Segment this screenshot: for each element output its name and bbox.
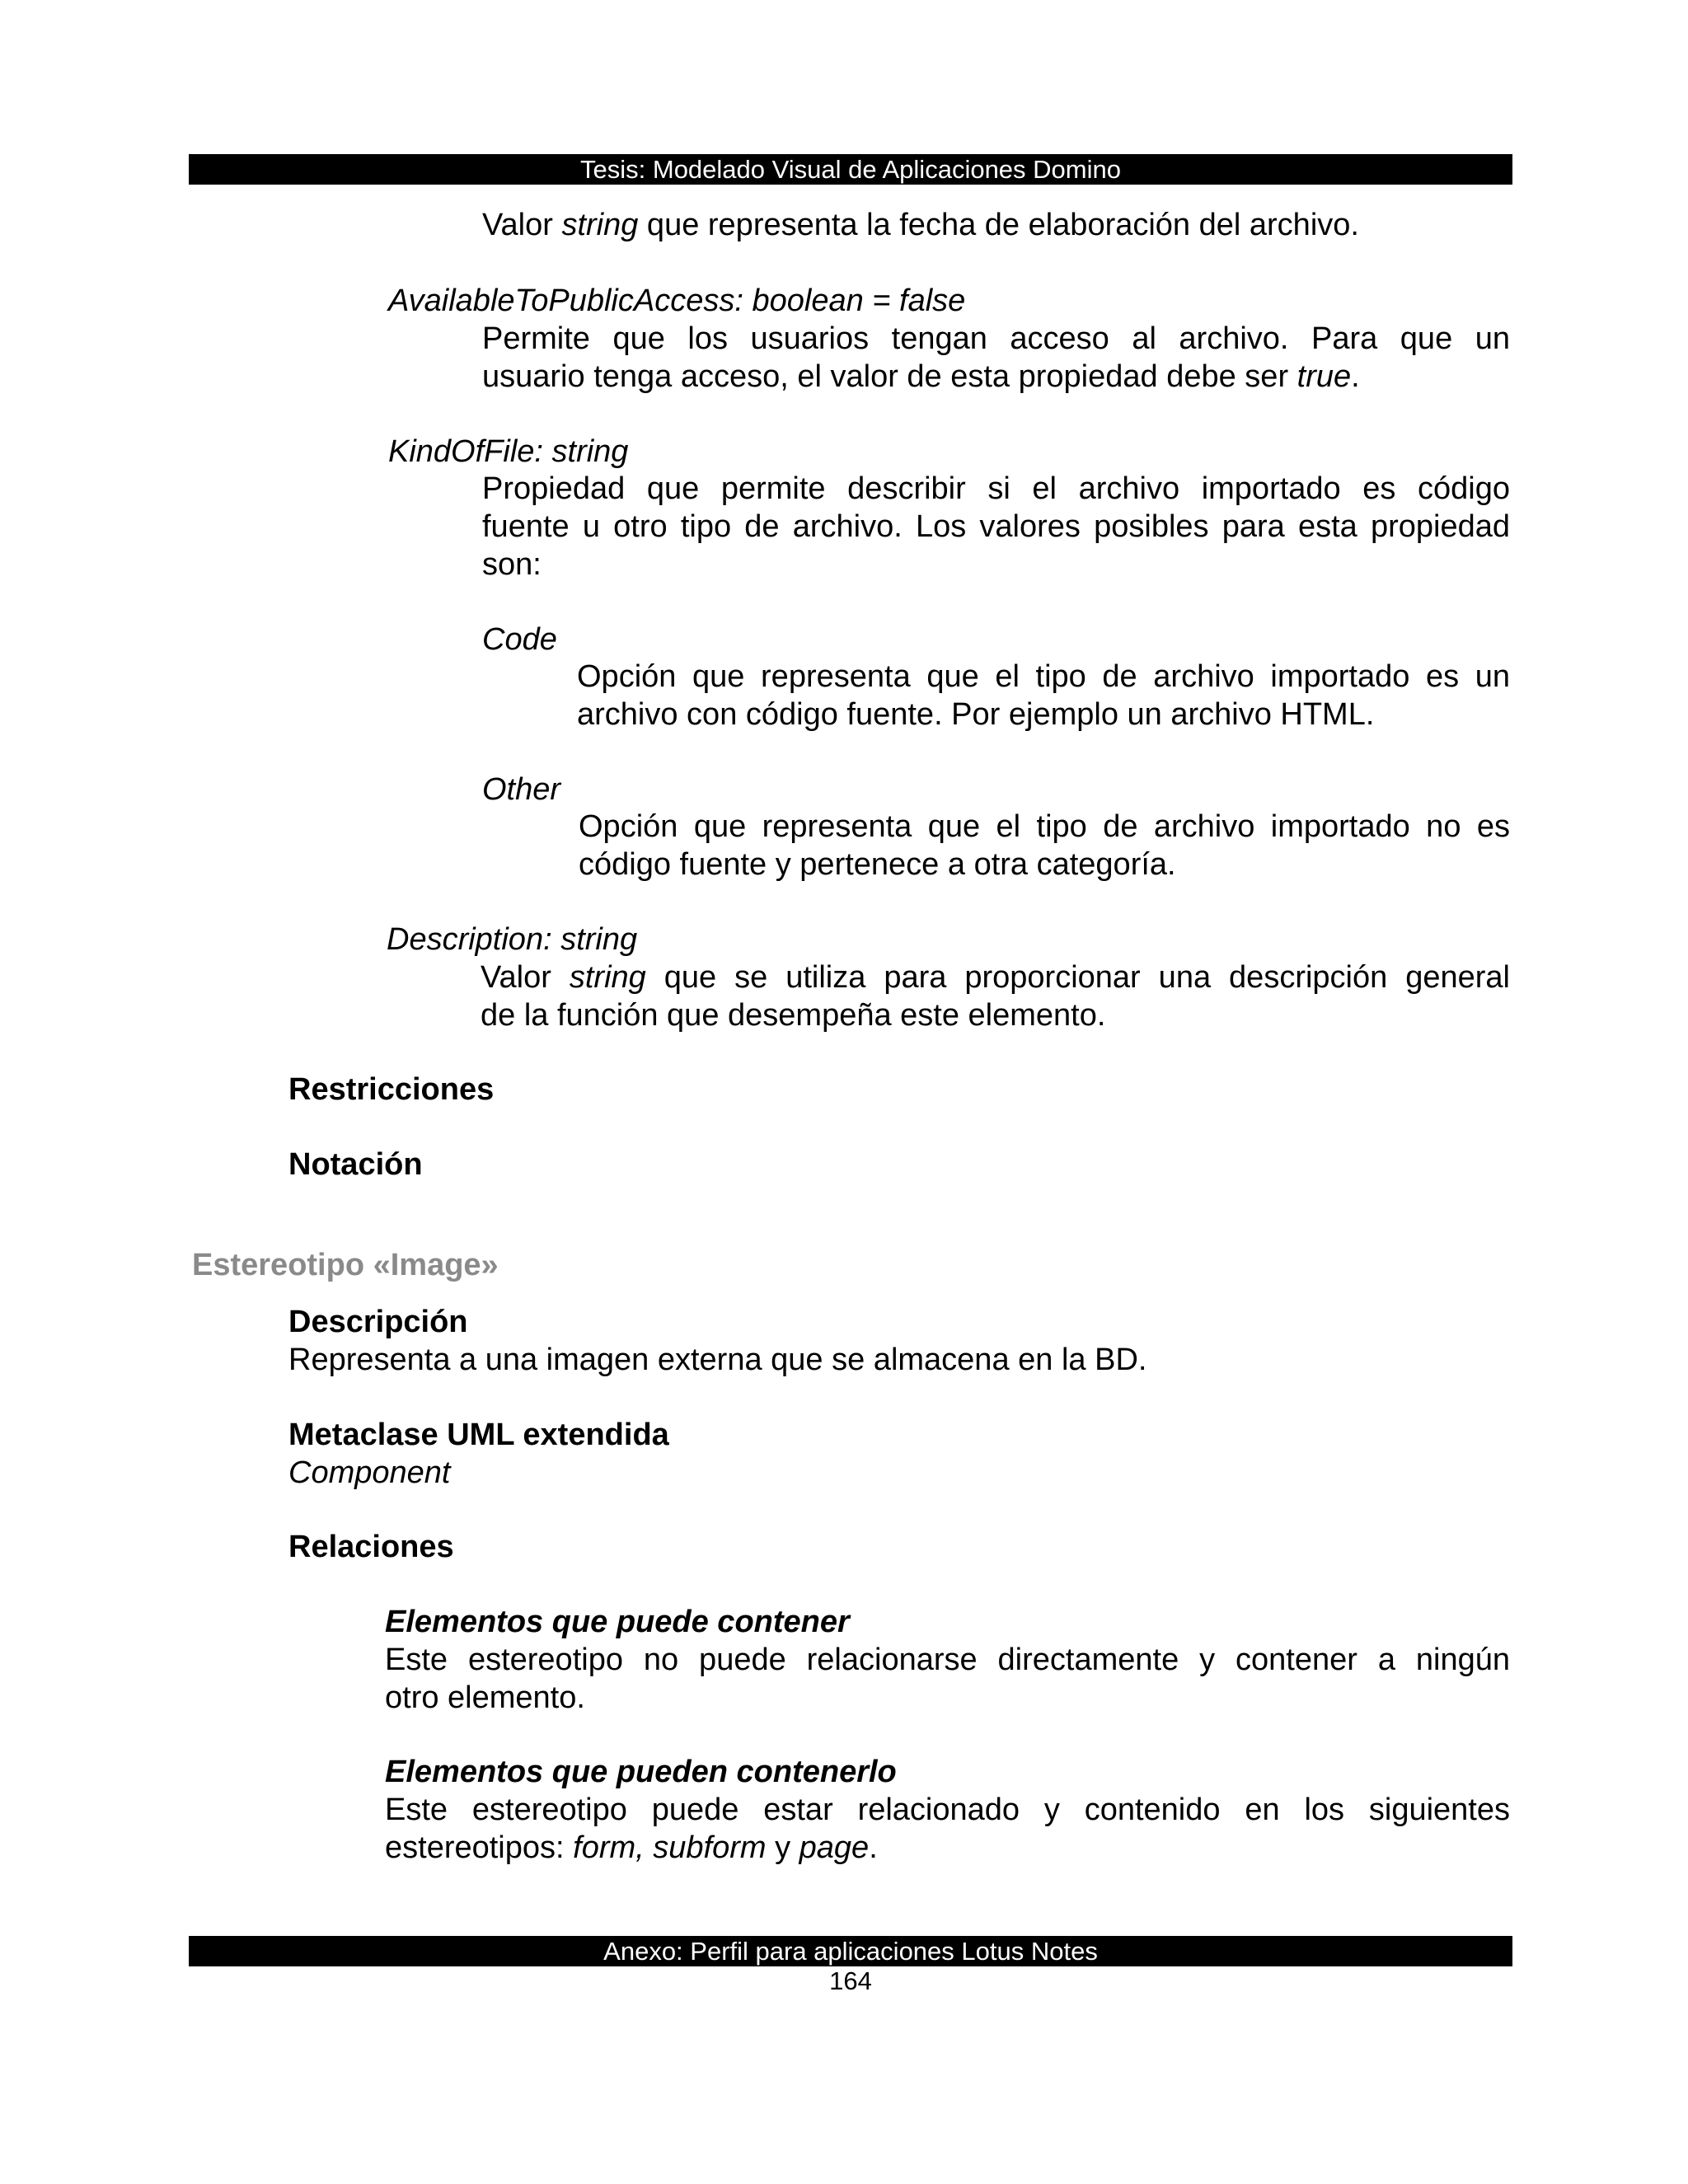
- stereotype-title: Estereotipo «Image»: [192, 1248, 499, 1282]
- contenerlo-heading: Elementos que pueden contenerlo: [385, 1755, 897, 1789]
- description-paragraph: Valor string que se utiliza para proporcionar una descripción general de la función que desempeña este elemento.: [481, 960, 1510, 1033]
- kind-paragraph: Propiedad que permite describir si el archivo importado es código fuente u otro tipo de archivo. Los valores posibles para esta propiedad son:: [482, 471, 1510, 582]
- contenerlo-paragraph: Este estereotipo puede estar relacionado y contenido en los siguientes estereotipos: form, subform y page.: [385, 1793, 1510, 1865]
- kind-heading: KindOfFile: string: [388, 434, 629, 469]
- header-title: Tesis: Modelado Visual de Aplicaciones Domino: [580, 155, 1121, 184]
- other-paragraph: Opción que representa que el tipo de archivo importado no es código fuente y pertenece a otra categoría.: [579, 809, 1510, 882]
- footer-bar: [189, 1936, 1512, 1966]
- description-heading: Description: string: [387, 922, 638, 957]
- code-heading: Code: [482, 622, 557, 657]
- restricciones-heading: Restricciones: [288, 1072, 495, 1107]
- page-number: 164: [829, 1966, 872, 1995]
- metaclase-value: Component: [288, 1455, 451, 1490]
- header-bar: [189, 154, 1512, 185]
- contener-heading: Elementos que puede contener: [385, 1605, 850, 1639]
- footer-title: Anexo: Perfil para aplicaciones Lotus Notes: [603, 1937, 1098, 1966]
- descripcion-text: Representa a una imagen externa que se almacena en la BD.: [288, 1343, 1147, 1377]
- metaclase-heading: Metaclase UML extendida: [288, 1418, 669, 1452]
- date-value-text: Valor string que representa la fecha de elaboración del archivo.: [482, 208, 1359, 242]
- available-paragraph: Permite que los usuarios tengan acceso al archivo. Para que un usuario tenga acceso, el valor de esta propiedad debe ser true.: [482, 321, 1510, 394]
- available-heading: AvailableToPublicAccess: boolean = false: [388, 284, 966, 318]
- contener-paragraph: Este estereotipo no puede relacionarse directamente y contener a ningún otro elemento.: [385, 1643, 1510, 1715]
- relaciones-heading: Relaciones: [288, 1530, 454, 1564]
- descripcion-heading: Descripción: [288, 1305, 468, 1339]
- notacion-heading: Notación: [288, 1147, 423, 1182]
- other-heading: Other: [482, 772, 561, 807]
- code-paragraph: Opción que representa que el tipo de archivo importado es un archivo con código fuente. Por ejemplo un archivo HTML.: [577, 659, 1510, 732]
